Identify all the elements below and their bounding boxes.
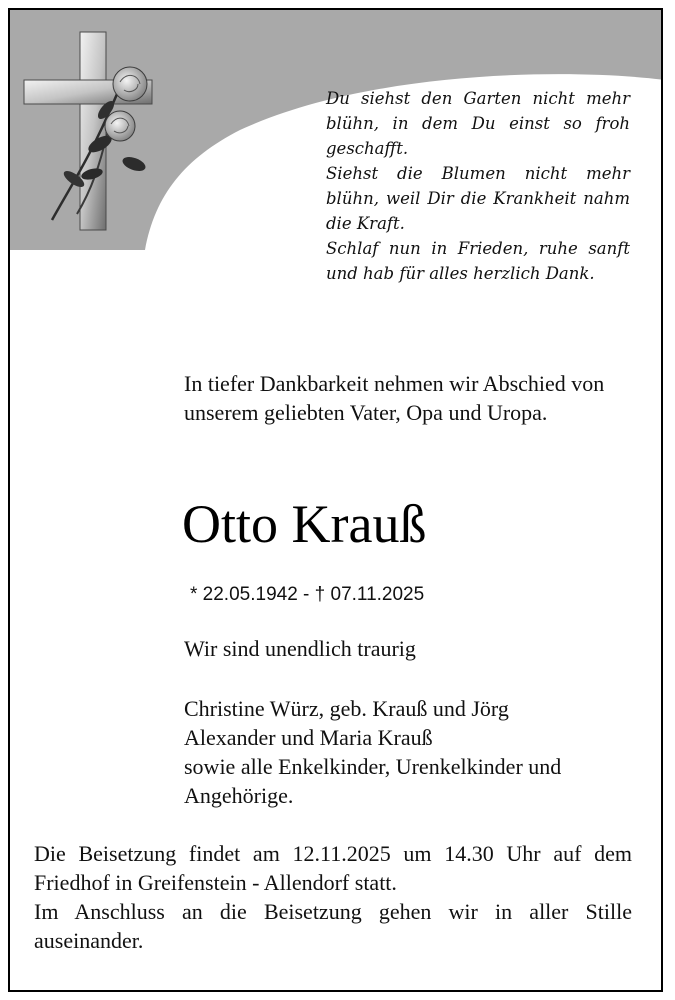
poem-stanza: Siehst die Blumen nicht mehr blühn, weil Dir die Krankheit nahm die Kraft. [326, 164, 630, 233]
intro-text: In tiefer Dankbarkeit nehmen wir Abschied von unserem geliebten Vater, Opa und Uropa. [184, 371, 605, 425]
funeral-line: Im Anschluss an die Beisetzung gehen wir in aller Stille auseinander. [34, 899, 632, 953]
funeral-line: Die Beisetzung findet am 12.11.2025 um 14.30 Uhr auf dem Friedhof in Greifenstein - Allendorf statt. [34, 841, 632, 895]
deceased-name: Otto Krauß [182, 494, 427, 554]
obituary-frame [8, 8, 663, 992]
cross-with-roses-icon [22, 24, 157, 234]
mourning-line: Wir sind unendlich traurig [184, 636, 416, 661]
life-dates: * 22.05.1942 - † 07.11.2025 [190, 584, 425, 605]
family-line: Alexander und Maria Krauß [184, 725, 433, 750]
family-line: Christine Würz, geb. Krauß und Jörg [184, 696, 509, 721]
family-line: sowie alle Enkelkinder, Urenkelkinder und Angehörige. [184, 754, 562, 808]
poem-stanza: Schlaf nun in Frieden, ruhe sanft und hab für alles herzlich Dank. [326, 239, 630, 283]
poem-stanza: Du siehst den Garten nicht mehr blühn, in dem Du einst so froh geschafft. [326, 89, 630, 158]
poem [326, 86, 630, 286]
funeral-info [34, 839, 632, 955]
family-list [184, 694, 644, 810]
